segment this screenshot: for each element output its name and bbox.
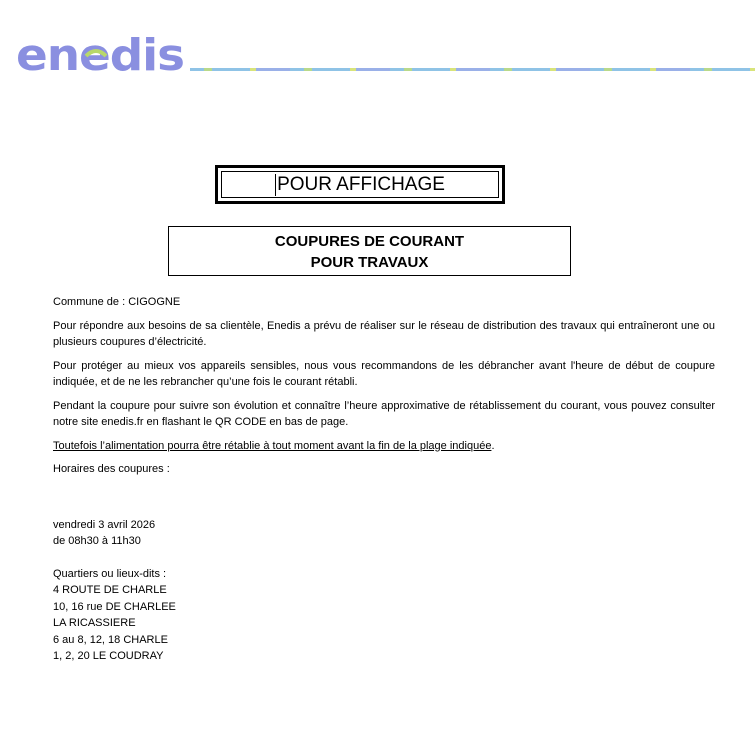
paragraph-4	[53, 438, 715, 455]
notice-body	[53, 294, 715, 665]
coupures-line1: COUPURES DE COURANT	[274, 233, 465, 250]
enedis-logo	[16, 34, 186, 76]
paragraph-4-end: .	[491, 439, 495, 452]
affichage-frame	[215, 165, 505, 204]
text-cursor	[275, 174, 276, 196]
quartier-item: LA RICASSIERE	[53, 617, 136, 629]
paragraph-2: Pour protéger au mieux vos appareils sensibles, nous vous recommandons de les débrancher avant l'heure de début de coupure indiquée, et de ne les rebrancher qu’une fois le courant rétabli.	[53, 359, 715, 388]
affichage-title	[221, 171, 499, 198]
schedule-time: de 08h30 à 11h30	[53, 535, 141, 547]
svg-text:enedis: enedis	[16, 34, 184, 76]
horaires-label: Horaires des coupures :	[53, 463, 170, 475]
paragraph-4-underlined: Toutefois l’alimentation pourra être rétablie à tout moment avant la fin de la plage indiquée	[53, 439, 492, 452]
schedule-date: vendredi 3 avril 2026	[53, 518, 156, 531]
paragraph-3: Pendant la coupure pour suivre son évolution et connaître l’heure approximative de rétablissement du courant, vous pouvez consulter notre site enedis.fr en flashant le QR CODE en bas de page.	[53, 399, 715, 428]
quartier-item: 10, 16 rue DE CHARLEE	[53, 600, 176, 613]
coupures-title-box	[168, 226, 571, 276]
quartier-item: 6 au 8, 12, 18 CHARLE	[53, 633, 168, 646]
affichage-label: POUR AFFICHAGE	[277, 173, 445, 195]
quartier-item: 1, 2, 20 LE COUDRAY	[53, 650, 164, 662]
paragraph-1: Pour répondre aux besoins de sa clientèle, Enedis a prévu de réaliser sur le réseau de distribution des travaux qui entraîneront une ou plusieurs coupures d’électricité.	[53, 319, 715, 348]
coupures-line2: POUR TRAVAUX	[310, 254, 429, 271]
header-rule	[190, 68, 755, 71]
quartiers-block	[53, 566, 715, 665]
quartier-item: 4 ROUTE DE CHARLE	[53, 584, 167, 596]
commune-line: Commune de : CIGOGNE	[53, 296, 181, 308]
schedule-block	[53, 517, 715, 550]
quartiers-label: Quartiers ou lieux-dits :	[53, 567, 167, 580]
